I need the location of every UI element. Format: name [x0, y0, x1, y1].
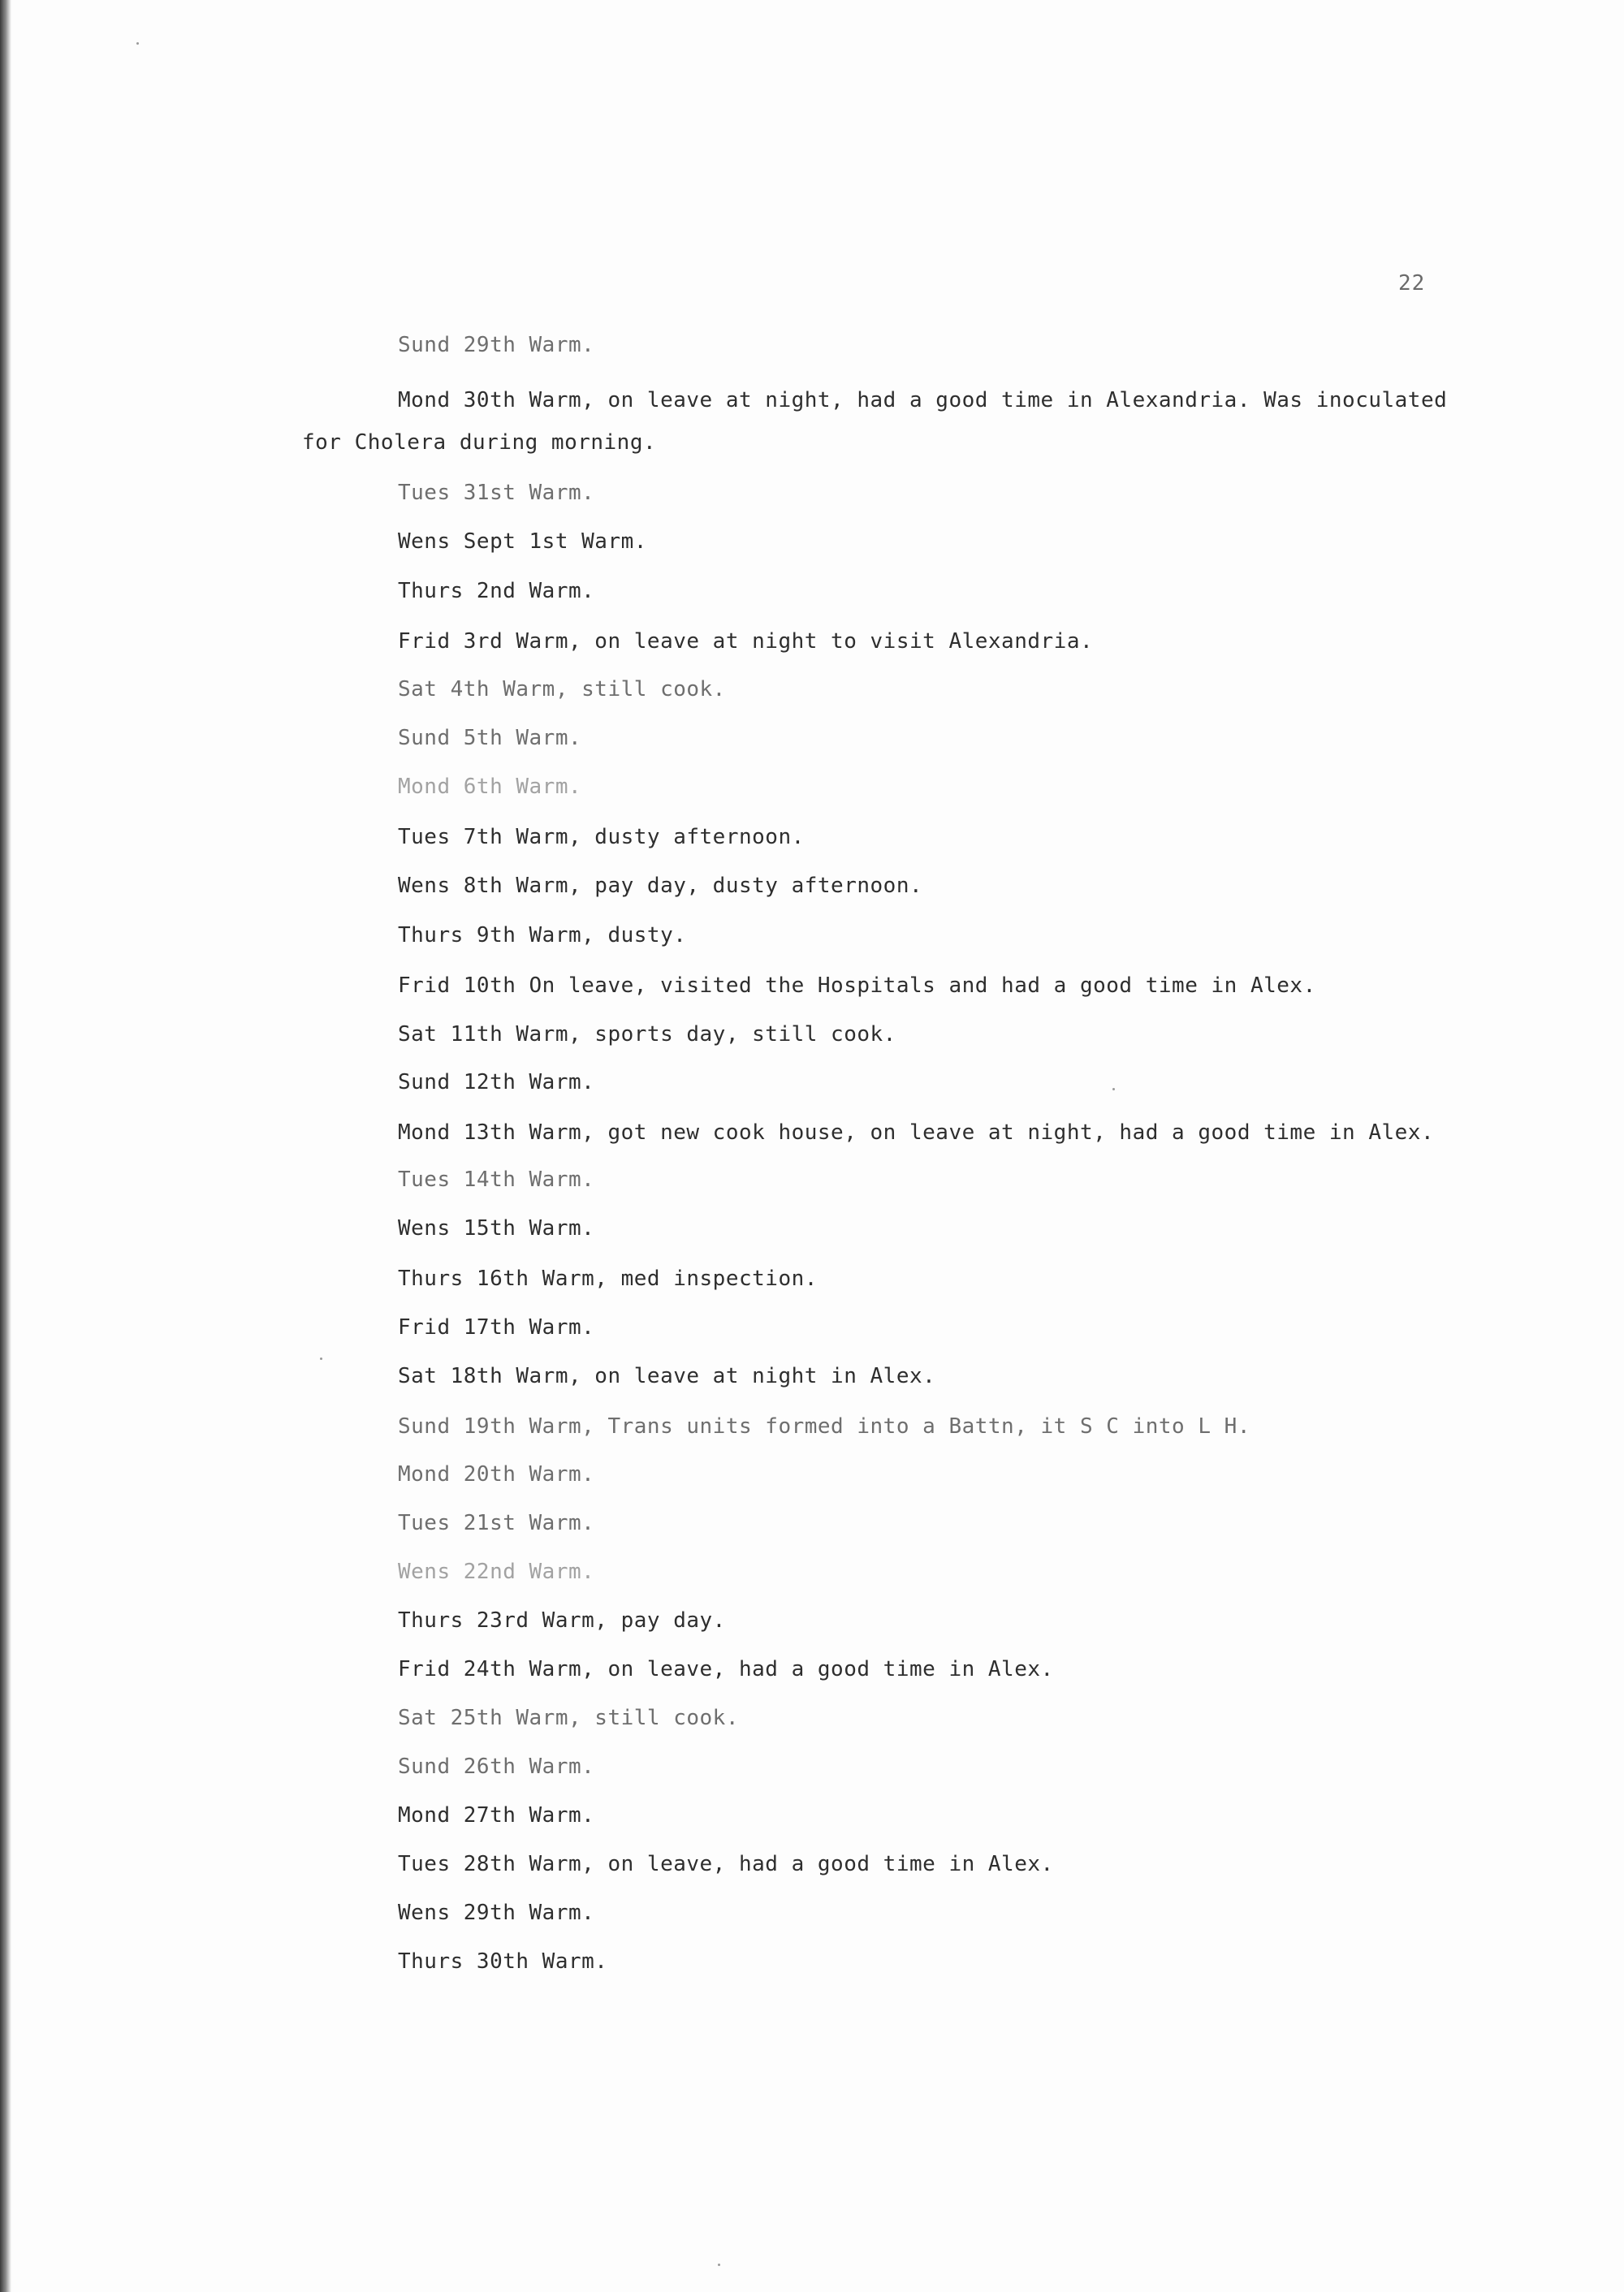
diary-entry: Frid 3rd Warm, on leave at night to visit Alexandria. — [398, 629, 1094, 654]
diary-entry: Sat 11th Warm, sports day, still cook. — [398, 1022, 896, 1047]
paper-speck — [320, 1358, 322, 1360]
diary-entry: Tues 21st Warm. — [398, 1511, 595, 1535]
paper-speck — [1112, 1088, 1115, 1090]
diary-entry: Wens 29th Warm. — [398, 1901, 595, 1925]
diary-entry: Mond 30th Warm, on leave at night, had a good time in Alexandria. Was inoculated — [398, 388, 1448, 412]
diary-entry: Frid 17th Warm. — [398, 1315, 595, 1340]
diary-entry: Sund 26th Warm. — [398, 1755, 595, 1779]
diary-entry: Thurs 2nd Warm. — [398, 579, 595, 603]
scan-edge-shadow — [0, 0, 11, 2292]
paper-speck — [136, 42, 139, 45]
diary-entry: Sund 5th Warm. — [398, 726, 582, 750]
diary-entry: Frid 24th Warm, on leave, had a good time in Alex. — [398, 1657, 1054, 1681]
diary-entry: Mond 6th Warm. — [398, 775, 582, 799]
diary-entry: Thurs 30th Warm. — [398, 1949, 608, 1974]
diary-entry: Tues 7th Warm, dusty afternoon. — [398, 825, 805, 849]
paper-speck — [718, 2264, 720, 2266]
diary-entry: Wens 22nd Warm. — [398, 1560, 595, 1584]
diary-entry: Mond 27th Warm. — [398, 1803, 595, 1828]
diary-entry: Frid 10th On leave, visited the Hospitals and had a good time in Alex. — [398, 973, 1316, 998]
diary-entry: Wens 8th Warm, pay day, dusty afternoon. — [398, 874, 923, 898]
diary-entry: Tues 31st Warm. — [398, 481, 595, 505]
diary-entry: Tues 14th Warm. — [398, 1168, 595, 1192]
diary-entry: Mond 13th Warm, got new cook house, on leave at night, had a good time in Alex. — [398, 1120, 1435, 1145]
diary-entry: Mond 20th Warm. — [398, 1462, 595, 1487]
diary-entry: Sat 25th Warm, still cook. — [398, 1706, 739, 1730]
diary-entry: Sat 4th Warm, still cook. — [398, 677, 726, 701]
diary-entry: Thurs 16th Warm, med inspection. — [398, 1267, 818, 1291]
diary-entry: Tues 28th Warm, on leave, had a good time in Alex. — [398, 1852, 1054, 1876]
diary-entry: Thurs 9th Warm, dusty. — [398, 923, 687, 947]
diary-entry: Sund 29th Warm. — [398, 333, 595, 357]
diary-entry: Sund 19th Warm, Trans units formed into a Battn, it S C into L H. — [398, 1414, 1250, 1439]
page-number: 22 — [1398, 271, 1426, 296]
diary-entry: Sat 18th Warm, on leave at night in Alex. — [398, 1364, 936, 1388]
diary-entry: Wens Sept 1st Warm. — [398, 529, 647, 554]
diary-entry: Sund 12th Warm. — [398, 1070, 595, 1094]
diary-entry: Thurs 23rd Warm, pay day. — [398, 1608, 726, 1633]
diary-entry: Wens 15th Warm. — [398, 1216, 595, 1241]
diary-entry-continuation: for Cholera during morning. — [302, 430, 657, 455]
